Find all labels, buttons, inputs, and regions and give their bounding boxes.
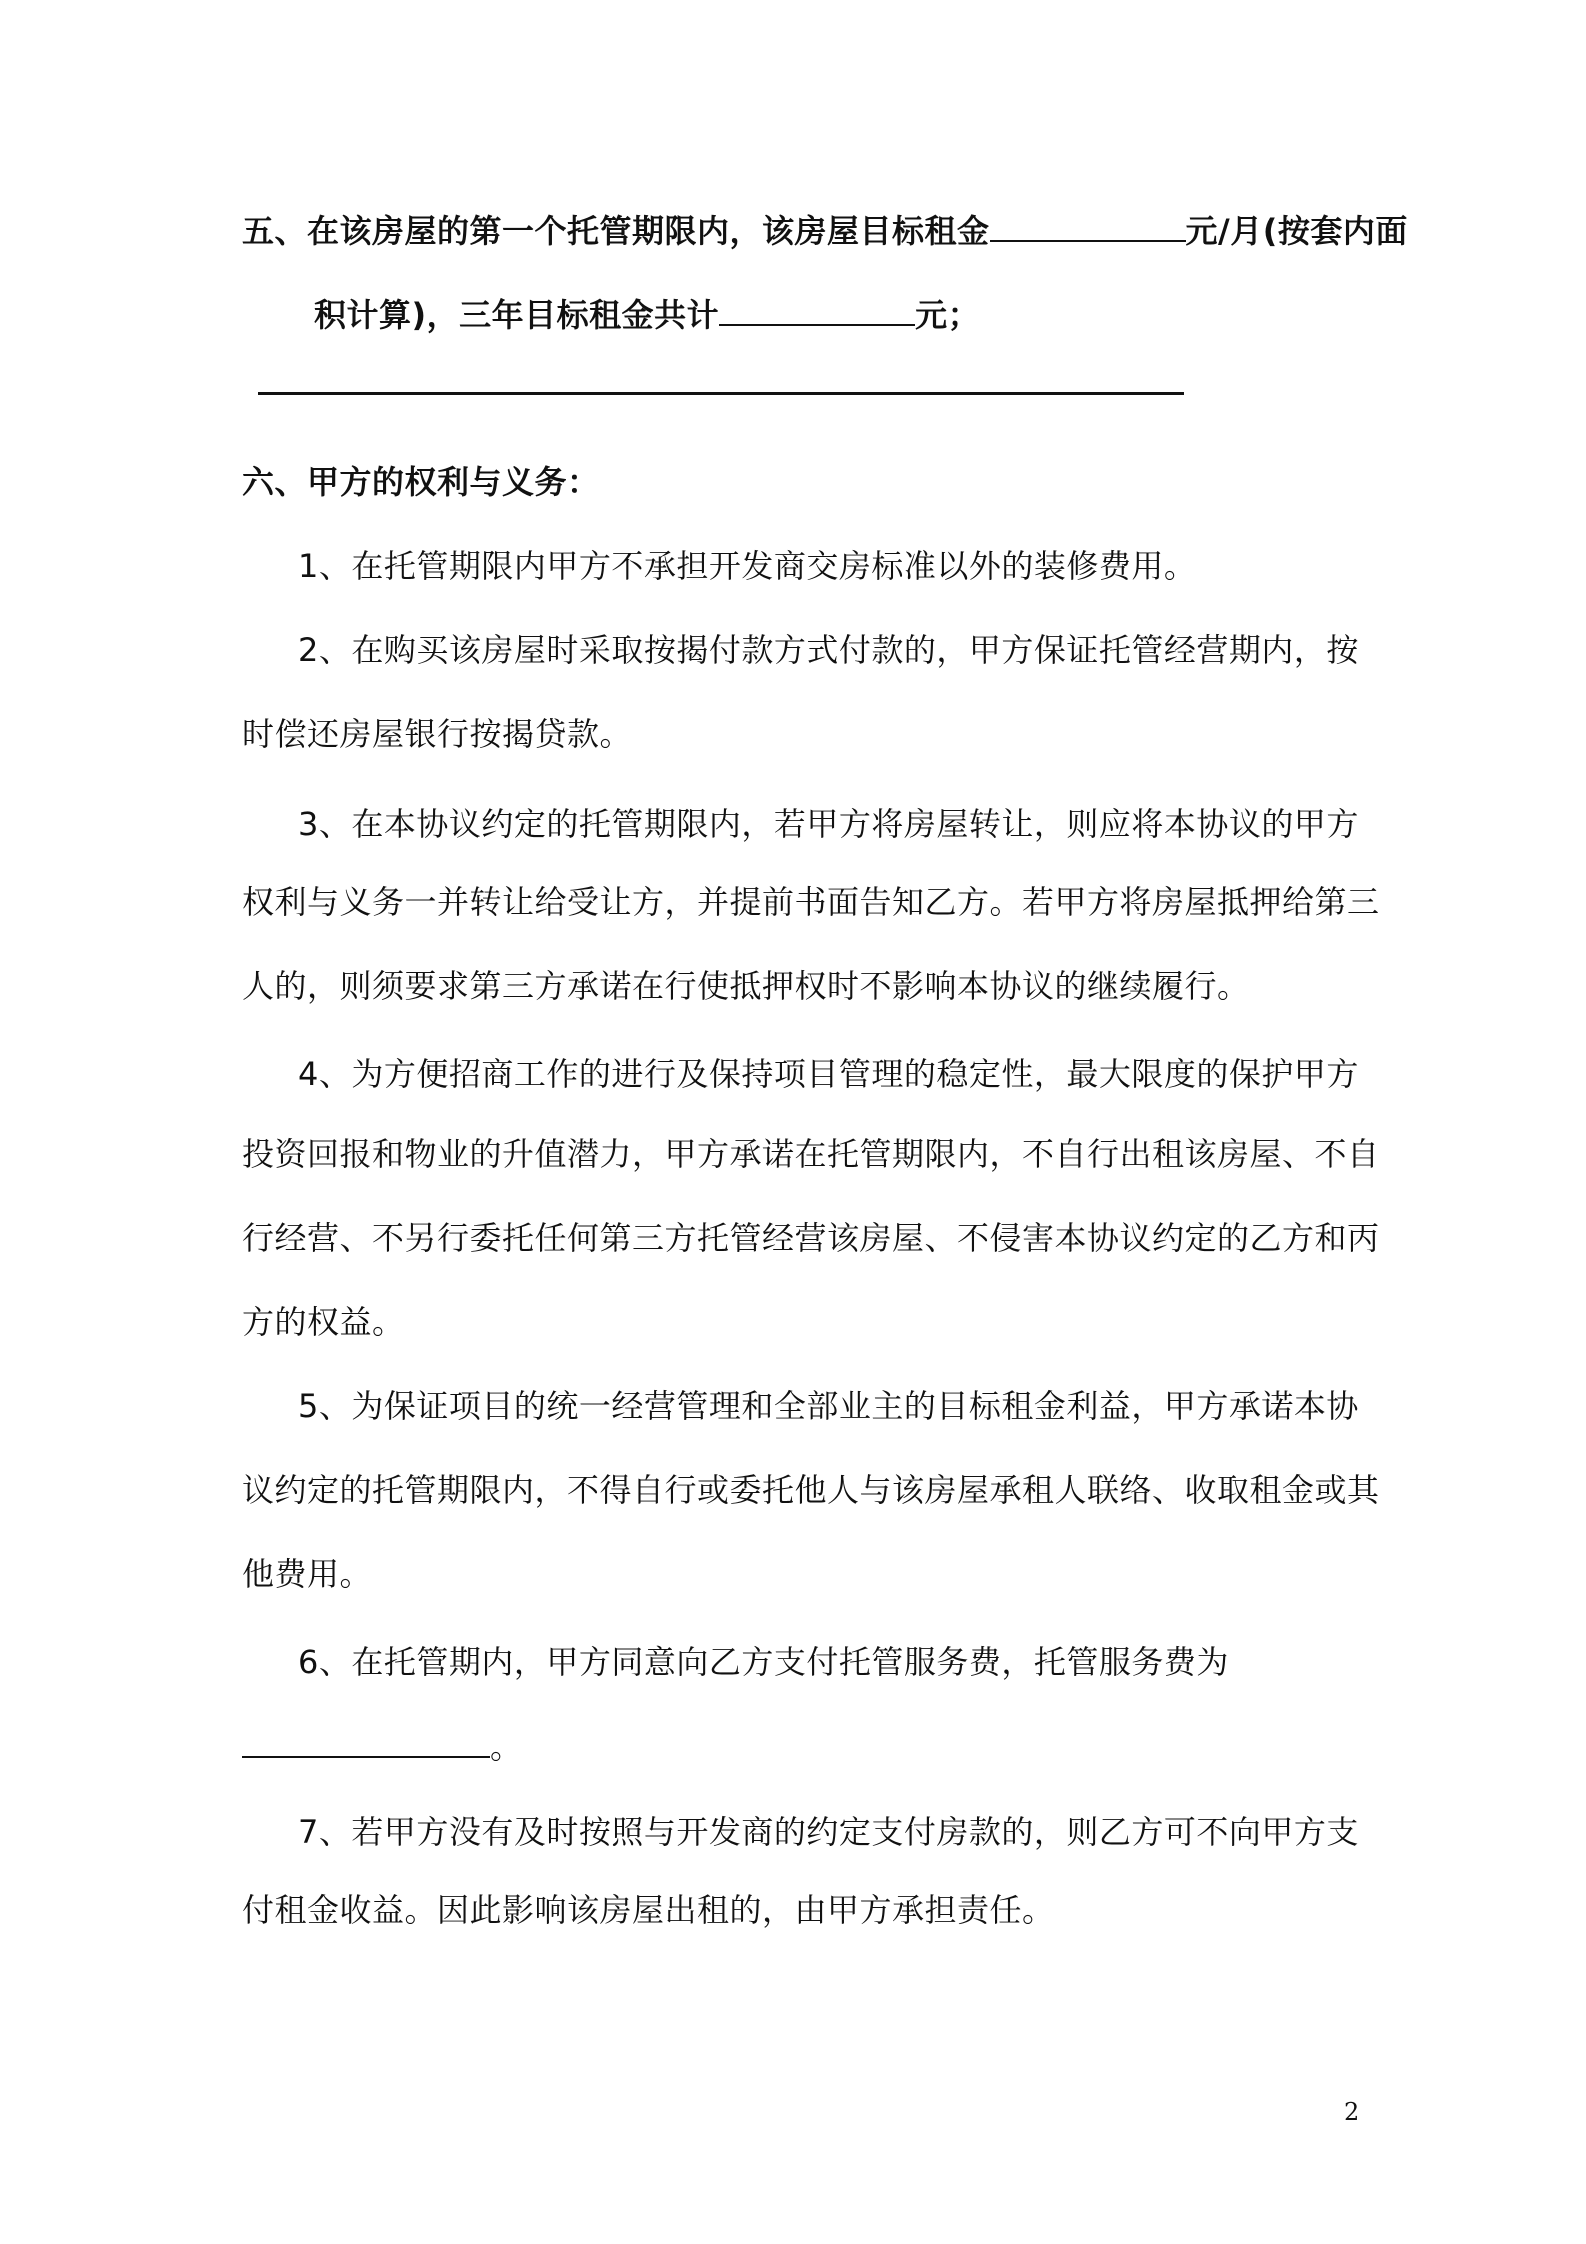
section5-line1-suffix: 元/月(按套内面 xyxy=(1185,212,1408,250)
clause-4-line-4: 方的权益。 xyxy=(242,1303,405,1341)
clause-5-line-2: 议约定的托管期限内，不得自行或委托他人与该房屋承租人联络、收取租金或其 xyxy=(242,1471,1380,1509)
section5-line1-prefix: 五、在该房屋的第一个托管期限内，该房屋目标租金 xyxy=(242,212,990,250)
page-number: 2 xyxy=(1344,2098,1360,2126)
separator-line xyxy=(258,392,1184,395)
section5-line2-prefix: 积计算)，三年目标租金共计 xyxy=(314,296,720,334)
clause-2-line-2: 时偿还房屋银行按揭贷款。 xyxy=(242,715,633,753)
clause-1-line-1: 1、在托管期限内甲方不承担开发商交房标准以外的装修费用。 xyxy=(298,547,1197,585)
clause-3-line-1: 3、在本协议约定的托管期限内，若甲方将房屋转让，则应将本协议的甲方 xyxy=(298,805,1359,843)
section5-line2 xyxy=(314,294,980,335)
section5-line1 xyxy=(242,210,1408,251)
clause-4-line-3: 行经营、不另行委托任何第三方托管经营该房屋、不侵害本协议约定的乙方和丙 xyxy=(242,1219,1380,1257)
clause-6-line-1: 6、在托管期内，甲方同意向乙方支付托管服务费，托管服务费为 xyxy=(298,1643,1229,1681)
section6-heading: 六、甲方的权利与义务： xyxy=(242,463,600,501)
clause-4-line-1: 4、为方便招商工作的进行及保持项目管理的稳定性，最大限度的保护甲方 xyxy=(298,1055,1359,1093)
clause-5-line-1: 5、为保证项目的统一经营管理和全部业主的目标租金利益，甲方承诺本协 xyxy=(298,1387,1359,1425)
clause-4-line-2: 投资回报和物业的升值潜力，甲方承诺在托管期限内，不自行出租该房屋、不自 xyxy=(242,1135,1380,1173)
clause-3-line-3: 人的，则须要求第三方承诺在行使抵押权时不影响本协议的继续履行。 xyxy=(242,967,1250,1005)
clause-7-line-2: 付租金收益。因此影响该房屋出租的，由甲方承担责任。 xyxy=(242,1891,1055,1929)
clause-7-line-1: 7、若甲方没有及时按照与开发商的约定支付房款的，则乙方可不向甲方支 xyxy=(298,1813,1359,1851)
service-fee-blank[interactable] xyxy=(242,1726,490,1758)
section5-line2-suffix: 元； xyxy=(915,296,981,334)
clause-5-line-3: 他费用。 xyxy=(242,1555,373,1593)
clause-6-line-2 xyxy=(242,1726,523,1767)
target-rent-monthly-blank[interactable] xyxy=(990,210,1186,242)
clause-6-line-2-end: 。 xyxy=(490,1728,523,1766)
clause-3-line-2: 权利与义务一并转让给受让方，并提前书面告知乙方。若甲方将房屋抵押给第三 xyxy=(242,883,1380,921)
clause-2-line-1: 2、在购买该房屋时采取按揭付款方式付款的，甲方保证托管经营期内，按 xyxy=(298,631,1359,669)
target-rent-total-blank[interactable] xyxy=(719,294,915,326)
